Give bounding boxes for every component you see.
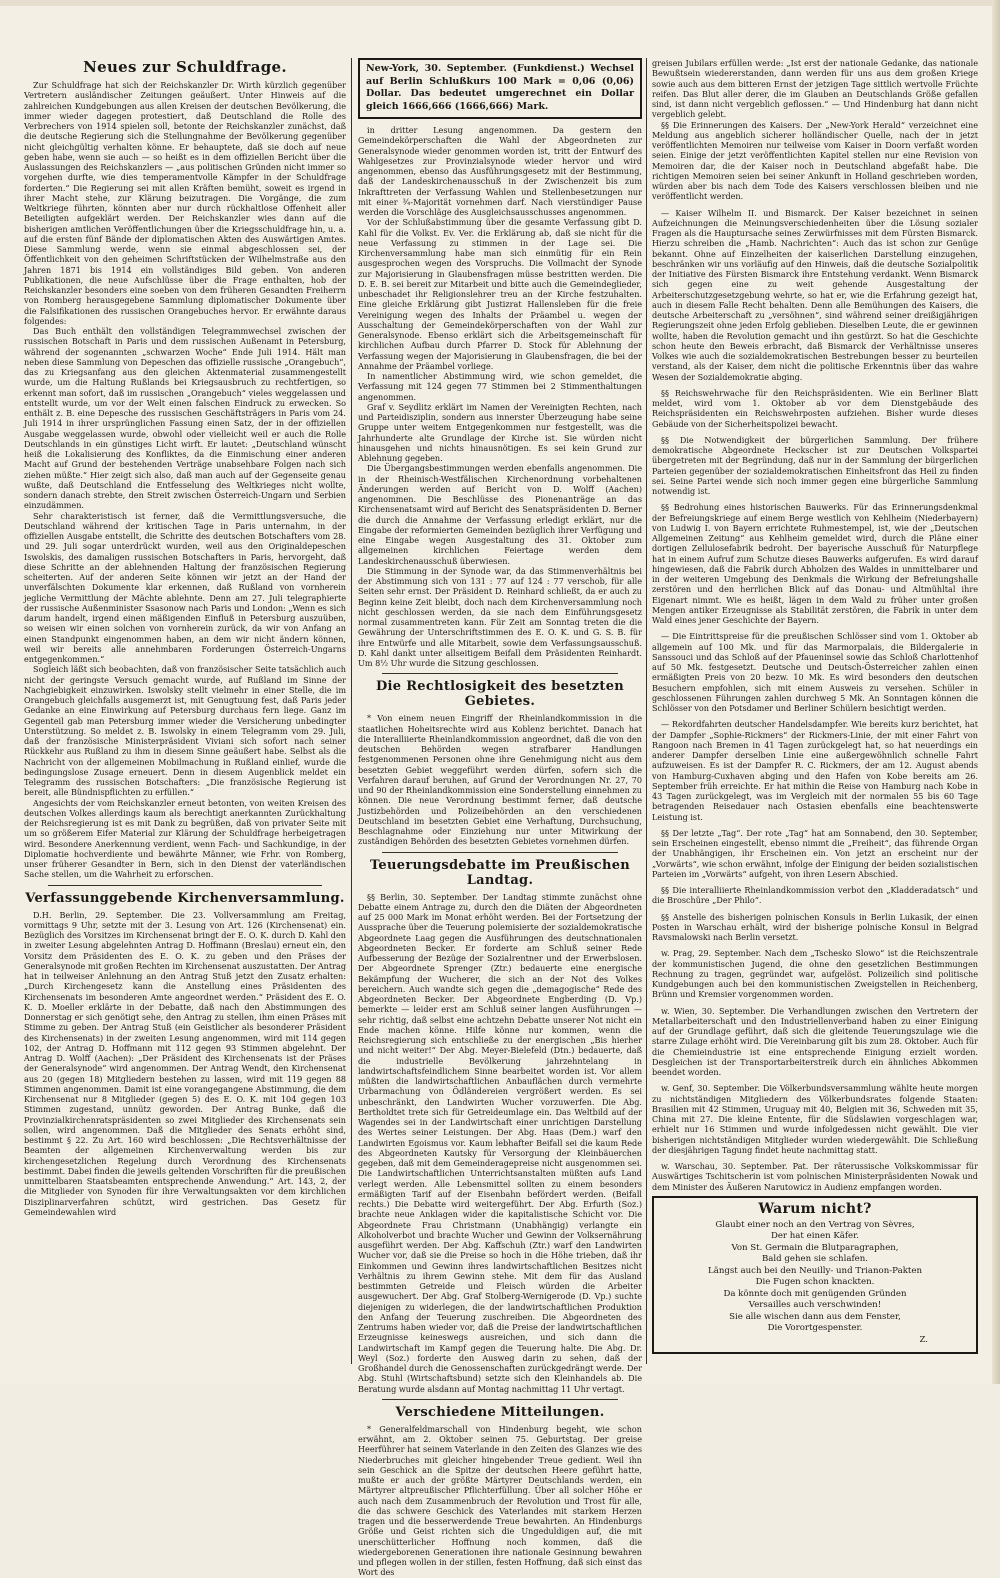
- news-item: §§ Die Erinnerungen des Kaisers. Der „New-York Herald“ verzeichnet eine Meldung aus angeblich sicherer holländischer Quelle, nach der in jetzt veröffentlichten Memoiren nur teilweise vom Kaiser in Doorn verfaßt worden seien. Einige der jetzt veröffentlichten Kapitel stellen nur eine Revision von Memoiren dar, die der Kaiser noch in Deutschland abgefaßt habe. Die richtigen Memoiren seien bei seiner Ankunft in Holland geschrieben worden, würden aber bis nach dem Tode des Kaisers verschlossen bleiben und nie veröffentlicht werden.: [652, 119, 978, 202]
- news-item: §§ Bedrohung eines historischen Bauwerks. Für das Erinnerungsdenkmal der Befreiungskriege auf einem Berge westlich von Kehlheim (Niederbayern) von Ludwig I. von Bayern errichtete Ruhmestempel, ist, wie der „Deutschen Allgemeinen Zeitung“ aus Kehlheim gemeldet wird, durch die Pläne einer dortigen Zellulosefabrik bedroht. Der bayerische Ausschuß für Naturpflege hat in einem Aufruf zum Schutze dieses Bauwerks aufgerufen. Es wird darauf hingewiesen, daß die Fabrik durch Abholzen des Waldes in unmittelbarer und in der weiteren Umgebung des Denkmals die Wirkung der Befreiungshalle zerstören und den herrlichen Blick auf das Donau- und Altmühltal ihre Eigenart nimmt. Wie es heißt, lägen in dem Wald zu früher unter großen Mengen antiker Erzeugnisse als Stabilität zerstören, die Fabrik in unter dem Wald eines jener Geschichte der Bayern.: [652, 502, 978, 625]
- news-item: w. Wien, 30. September. Die Verhandlungen zwischen den Vertretern der Metallarbeiterschaft und den Industriellenverband haben zu einer Einigung auf der Grundlage geführt, daß sich die gleitende Teuerungszulage wie die starre Zulage erhöht wird. Die Vereinbarung gilt bis zum 28. Oktober. Auch für die Chemieindustrie ist eine entsprechende Einigung erzielt worden. Desgleichen ist der Transportarbeiterstreik durch ein ähnliches Abkommen beendet worden.: [652, 1005, 978, 1077]
- paragraph: Angesichts der vom Reichskanzler erneut betonten, von weiten Kreisen des deutschen Volkes allerdings kaum als berechtigt anerkannten Zurückhaltung der Reichsregierung ist es mit Dank zu begrüßen, daß von privater Seite mit um so größerem Eifer Material zur Klärung der Schuldfrage herbeigetragen wird. Besondere Anerkennung verdient, wenn Fach- und Sachkundige, in der Diplomatie hochverdiente und bewährte Männer, wie Frhr. von Romberg, unser früherer Gesandter in Bern, sich in den Dienst der vaterländischen Sache stellen, um die Wahrheit zu erforschen.: [24, 797, 346, 880]
- poem-line: Längst auch bei den Neuilly- und Trianon-Pakten: [708, 1265, 922, 1276]
- poem-title: Warum nicht?: [758, 1200, 872, 1217]
- paragraph: Zur Schuldfrage hat sich der Reichskanzler Dr. Wirth kürzlich gegenüber Vertretern ausländischer Zeitungen geäußert. Unter Hinweis auf die zahlreichen Kundgebungen aus allen Kreisen der deutschen Bevölkerung, die immer wieder dagegen protestiert, daß Deutschland die Rolle des Verbrechers von 1914 spielen soll, betonte der Reichskanzler zunächst, daß die deutsche Regierung sich die Stellungnahme der Bevölkerung gegenüber nicht gleichgültig verhalten könne. Er behauptete, daß sie doch auf neue geben habe, wenn sie auch — so heißt es in dem offiziellen Bericht über die Auslassungen des Reichskanzlers — „aus politischen Gründen nicht immer so vorgehen durfte, wie dies temperamentvolle Kämpfer in der Schuldfrage forderten.“ Die Regierung sei mit allen Kräften bemüht, soweit es irgend in ihrer Macht stehe, zur Klärung beizutragen. Die Vorgänge, die zum Weltkriege führten, könnten aber nur durch rückhaltlose Offenheit aller Beteiligten aufgeklärt werden. Der Reichskanzler wies dann auf die bisherigen amtlichen Veröffentlichungen über die Kriegsschuldfrage hin, u. a. auf die ersten fünf Bände der diplomatischen Akten des Auswärtigen Amtes. Diese Sammlung werde, wenn sie einmal abgeschlossen sei, der Öffentlichkeit von den geheimen Schriftstücken der Wilhelmstraße aus den Jahren 1871 bis 1914 ein vollständiges Bild geben. Von anderen Publikationen, die neue Aufschlüsse über die Frage enthalten, hob der Reichskanzler besonders eine soeben von dem früheren Gesandten Freiherrn von Romberg herausgegebene Sammlung diplomatischer Dokumente über die Falsifikationen des russischen Orangebuches hervor. Er erwähnte daraus folgendes:: [24, 80, 346, 326]
- poem-lines: [662, 1220, 968, 1335]
- news-item: — Rekordfahrten deutscher Handelsdampfer. Wie bereits kurz berichtet, hat der Dampfer „Sophie-Rickmers“ der Rickmers-Linie, der mit einer Fahrt von Rangoon nach Bremen in 41 Tagen zurückgelegt hat, so hat neuerdings ein anderer Dampfer derselben Linie eine außergewöhnlich schnelle Fahrt aufzuweisen. Es ist der Dampfer R. C. Rickmers, der am 12. August abends von Hamburg-Cuxhaven abging und den Hafen von Kobe bereits am 26. September früh erreichte. Er hat mithin die Reise von Hamburg nach Kobe in 43 Tagen zurückgelegt, was im Vergleich mit der normalen 55 bis 60 Tage betragenden Reisedauer nach Ostasien ebenfalls eine beachtenswerte Leistung ist.: [652, 719, 978, 822]
- column-rule-1: [351, 58, 352, 1364]
- news-item: §§ Die Notwendigkeit der bürgerlichen Sammlung. Der frühere demokratische Abgeordnete Heckscher ist zur Deutschen Volkspartei übergetreten mit der Begründung, daß nur in der Sammlung der bürgerlichen Parteien gegenüber der sozialdemokratischen Einheitsfront das Heil zu finden sei. Seine Partei wende sich noch immer gegen eine bürgerliche Sammlung notwendig ist.: [652, 434, 978, 496]
- headline-mitteilungen: Verschiedene Mitteilungen.: [395, 1404, 605, 1420]
- news-item: — Kaiser Wilhelm II. und Bismarck. Der Kaiser bezeichnet in seinen Aufzeichnungen die Meinungsverschiedenheiten über die Lösung sozialer Fragen als die Hauptursache seines Zerwürfnisses mit dem Fürsten Bismarck. Hierzu schreiben die „Hamb. Nachrichten“: Auch das ist schon zur Genüge bekannt. Ohne auf Einzelheiten der kaiserlichen Darstellung einzugehen, beschränken wir uns vorläufig auf den Hinweis, daß die deutsche Sozialpolitik der Initiative des Fürsten Bismarck ihre Entstehung verdankt. Wenn Bismarck sich gegen eine zu weit gehende Ausgestaltung der Arbeiterschutzgesetzgebung wehrte, so hat er, wie die Erfahrung gezeigt hat, auch in diesem Falle Recht behalten. Denn alle Bemühungen des Kaisers, die deutsche Arbeiterschaft zu „versöhnen“, sind während seiner dreißigjährigen Regierungszeit ohne jeden Erfolg geblieben. Dieselben Leute, die er gewinnen wollte, haben die Revolution gemacht und ihn gestürzt. So hat die Geschichte schon heute den Beweis erbracht, daß Bismarck der Verhältnisse unseres Volkes wie auch die sozialdemokratischen Bestrebungen besser zu beurteilen verstand, als der Kaiser, dem nicht die politische Erkenntnis über das wahre Wesen der Sozialdemokratie abging.: [652, 207, 978, 382]
- article-mitteilungen: [358, 1424, 642, 1578]
- news-item: §§ Anstelle des bisherigen polnischen Konsuls in Berlin Lukasik, der einen Posten in Warschau erhält, wird der bisherige polnische Konsul in Belgrad Ravsmalowski nach Berlin versetzt.: [652, 911, 978, 942]
- paragraph: §§ Berlin, 30. September. Der Landtag stimmte zunächst ohne Debatte einem Antrage zu, durch den die Diäten der Abgeordneten auf 25 000 Mark im Monat erhöht werden. Bei der Fortsetzung der Aussprache über die Teuerung polemisierte der sozialdemokratische Abgeordnete Laag gegen die Ausführungen des deutschnationalen Abgeordneten Becker. Er forderte am Schluß seiner Rede Aufbesserung der Bezüge der Sozialrentner und der Erwerbslosen. Der Abgeordnete Sprenger (Ztr.) bedauerte eine energische Bekämpfung der Wucherer, die sich an der Not des Volkes bereichern. Auch wandte sich gegen die „demagogische“ Rede des Abgeordneten Becker. Der Abgeordnete Engberding (D. Vp.) bemerkte — leider erst am Schluß seiner langen Ausführungen — sehr richtig, daß selbst eine achtzehn Debatte unserer Not nicht ein Ende machen könne. Hilfe könne nur kommen, wenn die Reichsregierung sich entschließe zu der energischen „Bis hierher und nicht weiter!“ Der Abg. Meyer-Bielefeld (Dtn.) bedauerte, daß die industrielle Bevölkerung jahrzehntelang in landwirtschaftsfeindlichem Sinne bearbeitet worden ist. Vor allem müßten die landwirtschaftlichen Anbauflächen durch vermehrte Urbarmachung von Ödländereien vergrößert werden. Es sei unbeschränkt, den Landwirten Wucher vorzuwerfen. Die Abg. Bertholdtet trete sich für Getreideumlage ein. Das Weltbild auf der Wagendes sei in der Landwirtschaft einer unrichtigen Darstellung des Wertes seiner Leistungen. Der Abg. Haas (Dem.) warf den Landwirten Egoismus vor. Kaum lebhafter Beifall sei die kaum Rede des Abgeordneten Kautsky für Versorgung der Kleinbäuerchen gegeben, daß mit dem Gemeinderagepreise nicht ausgenommen sei. Die Landwirtschaftlichen Unterrichtsanstalten müßten aufs Land verlegt werden. Alle Lebensmittel sollten zu einem besonders ermäßigten Tarif auf der Eisenbahn befördert werden. (Beifall rechts.) Die Debatte wird weitergeführt. Der Abg. Erfurth (Soz.) brachte neue Anklagen wider die kapitalistische Schicht vor. Die Abgeordnete Frau Christmann (Unabhängig) verlangte ein Alkoholverbot und brachte Wucher und Gewinn der Volksernährung ausgeführt werden. Der Abg. Kaffschuh (Ztr.) warf den Landwirten Wucher vor, daß sie die Preise so hoch in die Höhe trieben, daß ihr Einkommen und Gewinn ihres landwirtschaftlichen Besitzes nicht Verhältnis zu ihrem Gewinn stehe. Mit dem für das Ausland bestimmten Getreide und Fleisch würden die Arbeiter ausgewuchert. Der Abg. Graf Stolberg-Wernigerode (D. Vp.) suchte diejenigen zu widerlegen, die der landwirtschaftlichen Produktion den Anfang der Teuerung zuschreiben. Die Abgeordneten des Zentrums haben wieder vor, daß die Preise der landwirtschaftlichen Erzeugnisse keineswegs ausreichen, und sich dann die Landwirtschaft im Kampf gegen die Teuerung halte. Die Abg. Dr. Weyl (Soz.) forderte den Ausweg darin zu sehen, daß der Großhandel durch die Genossenschaften zurückgedrängt werde. Der Abg. Stuhl (Wirtschaftsbund) setzte sich den Kleinhandels ab. Die Beratung wurde alsdann auf Montag nachmittag 11 Uhr vertagt.: [358, 891, 642, 1394]
- poem-box: [652, 1196, 978, 1355]
- poem-line: Bald gehen sie schlafen.: [761, 1254, 869, 1265]
- poem-line: Glaubt einer noch an den Vertrag von Sèvres,: [715, 1219, 915, 1230]
- poem-line: Die Vorortgespenster.: [767, 1323, 863, 1334]
- column-3: [652, 58, 978, 1364]
- news-item: §§ Der letzte „Tag“. Der rote „Tag“ hat am Sonnabend, den 30. September, sein Erscheinen eingestellt, ebenso nimmt die „Freiheit“, das führende Organ der Unabhängigen, ihr Erscheinen ein. Von jetzt an erscheint nur der „Vorwärts“, wie schon erwähnt, infolge der Einigung der beiden sozialistischen Parteien im „Vorwärts“ aufgeht, von ihren Lesern Abschied.: [652, 827, 978, 879]
- poem-line: Der hat einen Käfer.: [770, 1231, 860, 1242]
- article-kirchenversammlung-cont: [358, 125, 642, 668]
- poem-line: Da könnte doch mit genügenden Gründen: [723, 1288, 907, 1299]
- paragraph: in dritter Lesung angenommen. Da gestern den Gemeindekörperschaften die Wahl der Abgeordneten zur Generalsynode wieder genommen worden ist, tritt der Entwurf des Wahlgesetzes zur Provinzialsynode wieder hervor und wird angenommen, ebenso das Ausführungsgesetz mit der Bestimmung, daß der Landeskirchenausschuß in der Zwischenzeit bis zum Inkrafttreten der Verfassung Wahlen und Stellenbesetzungen nur mit einer ¾-Majorität vornehmen darf. Nach vierstündiger Pause werden die Vorschläge des Ausgleichsausschusses angenommen.: [358, 125, 642, 217]
- headline-kirchenversammlung: Verfassunggebende Kirchenversammlung.: [25, 890, 345, 906]
- news-item: §§ Reichswehrwache für den Reichspräsidenten. Wie ein Berliner Blatt meldet, wird vom 1. Oktober ab vor dem Dienstgebäude des Reichspräsidenten ein Reichswehrposten aufziehen. Bisher wurde dieses Gebäude von der Sicherheitspolizei bewacht.: [652, 387, 978, 429]
- article-schuldfrage: [24, 80, 346, 880]
- hindenburg-continuation: greisen Jubilars erfüllen werde: „Ist erst der nationale Gedanke, das nationale Bewußtsein wiedererstanden, dann werden für uns aus dem großen Kriege sowie auch aus dem bitteren Ernst der jetzigen Tage sittlich wertvolle Früchte reifen. Das Blut aller derer, die im Glauben an Deutschlands Größe gefallen sind, ist dann nicht vergeblich geflossen.“ — Und Hindenburg hat dann nicht vergeblich gelebt.: [652, 58, 978, 120]
- article-teuerungsdebatte: [358, 892, 642, 1394]
- exchange-rate-box: New-York, 30. September. (Funkdienst.) Wechsel auf Berlin Schlußkurs 100 Mark = 0,06 (0,06) Dollar. Das bedeutet umgerechnet ein Dollar gleich 1666,666 (1666,666) Mark.: [358, 58, 642, 119]
- paragraph: Sehr charakteristisch ist ferner, daß die Vermittlungsversuche, die Deutschland während der kritischen Tage in Paris unternahm, in der offiziellen Ausgabe entstellt, die Schritte des deutschen Botschafters vom 28. und 29. Juli sogar unterdrückt wurden, weil aus den Originaldepeschen Iswolskis, des damaligen russischen Botschafters in Paris, hervorgeht, daß diese Schritte an der ablehnenden Haltung der französischen Regierung scheiterten. Auf der anderen Seite können wir jetzt an der Hand der unverfälschten Dokumente klar erkennen, daß Rußland von vornherein jegliche Vermittlung der Mächte ablehnte. Denn am 27. Juli telegraphierte der russische Außenminister Ssasonow nach Paris und London: „Wenn es sich darum handelt, irgend einen mäßigenden Einfluß in Petersburg auszuüben, so weisen wir einen solchen von vornherein zurück, da wir von Anfang an einen Standpunkt eingenommen haben, an dem wir nicht ändern können, weil wir bereits alle annehmbaren Forderungen Österreich-Ungarns entgegenkommen.“: [24, 510, 346, 664]
- page-top-edge: [0, 0, 1000, 6]
- paragraph: Die Stimmung in der Synode war, da das Stimmenverhältnis bei der Abstimmung sich von 131 : 77 auf 124 : 77 verschob, für alle Seiten sehr ernst. Der Präsident D. Reinhard schließt, da er auch zu Beginn keine Zeit bleibt, doch nach dem Kirchenversammlung noch nicht geschlossen werden, da sie nach dem Einführungsgesetz normal zusammentreten kann. Für Zeit am Sonntag treten die die Gewährung der Unterschriftstimmen des E. O. K. und G. S. B. für ihre Entwürfe und alle Mitarbeit, sowie dem Verfassungsausschuß. D. Kahl dankt unter allseitigem Beifall dem Präsidenten Reinhardt. Um 8½ Uhr wurde die Sitzung geschlossen.: [358, 565, 642, 668]
- article-kirchenversammlung: [24, 910, 346, 1218]
- column-1: [24, 58, 346, 1364]
- news-item: — Die Eintrittspreise für die preußischen Schlösser sind vom 1. Oktober ab allgemein auf 100 Mk. und für das Marmorpalais, die Bildergalerie in Sanssouci und das Schloß auf der Pfaueninsel sowie das Schloß Charlottenhof auf 50 Mk. festgesetzt. Deutsche und Deutsch-Österreicher zahlen einen ermäßigten Preis von 20 bezw. 10 Mk. Es wird besonders den deutschen Besuchern empfohlen, sich mit einem Ausweis zu versehen. Schüler in geschlossenen Führungen zahlen durchweg 5 Mk. An Sonntagen können die Schlösser von den Potsdamer und Berliner Schülern besichtigt werden.: [652, 631, 978, 713]
- article-besetzte-gebiete: [358, 713, 642, 846]
- divider: [48, 885, 322, 886]
- column-2: [358, 58, 642, 1578]
- paragraph: Sogleich läßt sich beobachten, daß von französischer Seite tatsächlich auch nicht der geringste Versuch gemacht wurde, auf Rußland im Sinne der Nachgiebigkeit einzuwirken. Iswolsky stellt vielmehr in einer Stelle, die im Orangebuch gleichfalls ausgemerzt ist, mit Genugtuung fest, daß Paris jeder Gedanke an eine Einwirkung auf Petersburg durchaus fern liege. Ganz im Gegenteil gab man Petersburg immer wieder die Versicherung unbedingter Unterstützung. So meldet z. B. Iswolsky in einem Telegramm vom 29. Juli, daß der französische Ministerpräsident Viviani sich sofort nach seiner Rückkehr aus Rußland zu ihm in diesem Sinne geäußert habe. Selbst als die Nachricht von der allgemeinen Mobilmachung in Rußland einlief, wurde die bedingungslose Zusage erneuert. Denn in diesem Augenblick meldet ein Telegramm des russischen Botschafters: „Die französische Regierung ist bereit, alle Bündnispflichten zu erfüllen.“: [24, 664, 346, 798]
- column-rule-2: [646, 58, 647, 1364]
- news-item: w. Warschau, 30. September. Pat. Der räterussische Volkskommissar für Auswärtiges Tschitscherin ist vom polnischen Ministerpräsidenten Nowak und dem Minister des Äußeren Narutowicz in Audienz empfangen worden.: [652, 1161, 978, 1192]
- poem-signature: Z.: [919, 1334, 928, 1345]
- headline-teuerungsdebatte: Teuerungsdebatte im Preußischen Landtag.: [369, 857, 631, 888]
- news-item: §§ Die interalliierte Rheinlandkommission verbot den „Kladderadatsch“ und die Broschüre „Der Philo“.: [652, 885, 978, 906]
- divider: [382, 673, 618, 674]
- divider: [382, 852, 618, 853]
- paragraph: * Von einem neuen Eingriff der Rheinlandkommission in die staatlichen Hoheitsrechte wird aus Koblenz berichtet. Danach hat die Interalliierte Rheinlandkommission angeordnet, daß die von den deutschen Behörden wegen strafbarer Handlungen festgenommenen Personen ohne ihre Genehmigung nicht aus dem besetzten Gebiet weggeführt werden dürfen, sofern sich die Verfahren darauf beruhen, auf Grund der Verordnungen Nr. 27, 70 und 90 der Rheinlandkommission eine Sonderstellung einnehmen zu können. Die neue Verordnung bestimmt ferner, daß deutsche Justizbehörden und Polizeibehörden an den verschiedenen Deutschland im besetzten Gebiet eine Verhaftung, Durchsuchung, Beschlagnahme oder Einziehung nur unter Mitwirkung der zuständigen Behörden des besetzten Gebietes vornehmen dürfen.: [358, 713, 642, 847]
- paragraph: Das Buch enthält den vollständigen Telegrammwechsel zwischen der russischen Botschaft in Paris und dem russischen Außenamt in Petersburg, während der sogenannten „schwarzen Woche“ Ende Juli 1914. Hält man neben diese Sammlung von Depeschen das offizielle russische „Orangebuch“, das zu Kriegsanfang aus den gleichen Aktenmaterial zusammengestellt wurde, um die Haltung Rußlands bei Kriegsausbruch zu rechtfertigen, so erkennt man sofort, daß im russischen „Orangebuch“ vieles weggelassen und entstellt wurde, um vor der Welt einen falschen Eindruck zu erwecken. So enthält z. B. eine Depesche des russischen Geschäftsträgers in Paris vom 24. Juli 1914 in ihrer ursprünglichen Fassung einen Satz, der in der offiziellen Ausgabe weggelassen wurde, obwohl oder vielleicht weil er auch die Rolle Deutschlands in ein günstiges Licht wirft. Er lautet: „Deutschland wünscht heiß die Lokalisierung des Konfliktes, da die Einmischung einer anderen Macht auf Grund der bestehenden Verträge unabsehbare Folgen nach sich ziehen müßte.“ Hier zeigt sich also, daß man auch auf der Gegenseite genau wußte, daß Deutschland die Entfesselung des Weltkrieges nicht wollte, sondern danach strebte, den Streit zwischen Österreich-Ungarn und Serbien einzudämmen.: [24, 326, 346, 511]
- headline-besetzte-gebiete: Die Rechtlosigkeit des besetzten Gebietes.: [375, 679, 625, 710]
- paragraph: Vor der Schlußabstimmung über die gesamte Verfassung gibt D. Kahl für die Volkst. Ev. Ver. die Erklärung ab, daß sie nicht für die neue Verfassung zu stimmen in der Lage sei. Die Kirchenversammlung habe man sich einmütig für ein Rein ausgesprochen wegen des Vorspruchs. Die Vollmacht der Synode zur Majorisierung in Glaubensfragen müsse bestritten werden. Die D. E. B. sei bereit zur Mitarbeit und bitte auch die Gemeindeglieder, unbeschadet ihr Religionslehrer treu an der Kirche festzuhalten. Eine gleiche Erklärung gibt Justizrat Hallensleben für die freie Vereinigung wegen des Inhalts der Präambel u. wegen der Ausschaltung der Gemeindekörperschaften von der Wahl zur Generalsynode. Ebenso erklärt sich die Arbeitsgemeinschaft für kirchlichen Aufbau durch Pfarrer D. Stock für Ablehnung der Verfassung wegen der Majorisierung in Glaubensfragen, die bei der Annahme der Präambel vorliege.: [358, 217, 642, 371]
- news-item: w. Prag, 29. September. Nach dem „Tschesko Slowo“ ist die Reichszentrale der kommunistischen Jugend, die ohne den gesetzlichen Bestimmungen Rechnung zu tragen, gegründet war, aufgelöst. Polizeilich sind politische Kundgebungen auch bei den kommunistischen Zweigstellen in Reichenberg, Brünn und Kremsier vorgenommen worden.: [652, 948, 978, 1000]
- paragraph: In namentlicher Abstimmung wird, wie schon gemeldet, die Verfassung mit 124 gegen 77 Stimmen bei 2 Stimmenthaltungen angenommen.: [358, 371, 642, 402]
- news-items: [652, 120, 978, 1192]
- news-item: w. Genf, 30. September. Die Völkerbundsversammlung wählte heute morgen zu nichtständigen Mitgliedern des Völkerbundsrates folgende Staaten: Brasilien mit 42 Stimmen, Uruguay mit 40, Belgien mit 36, Schweden mit 35, China mit 27. Die kleine Entente, für die Südslawien vorgeschlagen war, erhielt nur 16 Stimmen und wurde infolgedessen nicht gewählt. Die vier bisherigen nichtständigen Mitglieder wurden wiedergewählt. Die Schließung der diesjährigen Tagung findet heute nachmittag statt.: [652, 1083, 978, 1155]
- divider: [382, 1399, 618, 1400]
- paragraph: * Generalfeldmarschall von Hindenburg begeht, wie schon erwähnt, am 2. Oktober seinen 75. Geburtstag. Der greise Heerführer hat seinem Vaterlande in den Zeiten des Glanzes wie des Niederbruches mit gleicher hingebender Treue gedient. Weil ihn sein Geschick an die Spitze der deutschen Heere geführt hatte, mußte er auch der größte Märtyrer Deutschlands werden, ein Märtyrer altpreußischer Pflichterfüllung. Über all solcher Höhe er auch nach dem Zusammenbruch der Revolution und Trost für alle, die das schwere Geschick des Vaterlandes mit starkem Herzen tragen und die besserwerdende Treue bewahrten. An Hindenburgs Größe und Geist richten sich die Ungeduldigen auf, die mit unerschütterlicher Hoffnung noch kommen, daß die wiedergeborenen Generationen ihre nationale Gesinnung bewahren und pflegen wollen in der stillen, festen Hoffnung, daß sich einst das Wort des: [358, 1423, 642, 1578]
- poem-line: Von St. Germain die Blutparagraphen,: [731, 1242, 899, 1253]
- poem-line: Versailles auch verschwinden!: [748, 1300, 882, 1311]
- paragraph: Graf v. Seydlitz erklärt im Namen der Vereinigten Rechten, nach und Parteidisziplin, sondern aus innerster Überzeugung habe seine Gruppe unter weitem Entgegenkommen nur festgestellt, was die Jahrhunderte alte Grundlage der Kirche ist. Sie würden nicht hinausgehen und nichts hinausnötigen. Es sei kein Grund zur Ablehnung gegeben.: [358, 401, 642, 463]
- headline-schuldfrage: Neues zur Schuldfrage.: [83, 58, 287, 76]
- paragraph: Die Übergangsbestimmungen werden ebenfalls angenommen. Die in der Rheinisch-Westfälischen Kirchenordnung vorbehaltenen Änderungen werden auf Bericht von D. Wolff (Aachen) angenommen. Die Beschlüsse des Pionenanträge an das Kirchensenatsamt wird auf Bericht des Senatspräsidenten D. Berner die durch die Annahme der Verfassung erledigt erklärt, nur die Eingabe der reformierten Gemeinden bezüglich ihrer Verfügung und eine Eingabe wegen Ausgestaltung des 31. Oktober zum allgemeinen kirchlichen Feiertage werden dem Landeskirchenausschuß überwiesen.: [358, 463, 642, 566]
- paragraph: D.H. Berlin, 29. September. Die 23. Vollversammlung am Freitag, vormittags 9 Uhr, setzte mit der 3. Lesung von Art. 126 (Kirchensenat) ein. Bezüglich des Vorsitzes im Kirchensenat bringt der E. O. K. durch D. Kahl den in zweiter Lesung abgelehnten Antrag D. Hoffmann (Breslau) erneut ein, den Vorsitz dem Präsidenten des E. O. K. zu geben und den Präses der Generalsynode mit großen Rechten im Kirchensenat auszustatten. Der Antrag hat in teilweiser Anlehnung an den Antrag Stuß jetzt den Zusatz erhalten: „Durch Kirchengesetz kann die Anstellung eines Präsidenten des Kirchensenats im besonderen Amte angeordnet werden.“ Präsident des E. O. K. D. Moeller erklärte in der Debatte, daß nach den Abstimmungen des Donnerstag er sich genötigt sehe, den Antrag zu stellen, ihm einen Präses mit Stimme zu geben. Der Antrag Stuß (ein Geistlicher als besonderer Präsident des Kirchensenats) in der zweiten Lesung angenommen, wird mit 114 gegen 102, der Antrag D. Hoffmann mit 112 gegen 93 Stimmen abgelehnt. Der Antrag D. Wolff (Aachen): „Der Präsident des Kirchensenats ist der Präses der Generalsynode“ wird angenommen. Der Antrag Wendt, den Kirchensenat aus 20 (gegen 18) Mitgliedern bestehen zu lassen, wird mit 119 gegen 88 Stimmen angenommen. Damit ist eine vorangegangene Abstimmung, die dem Kirchensenat nur 8 Mitglieder (gegen 5) des E. O. K. mit 104 gegen 103 Stimmen zugestand, unnütz geworden. Der Antrag Bunke, daß die Provinzialkirchenratspräsidenten so zwei Mitglieder des Kirchensenats sein sollen, wird angenommen. Daß die Mitglieder des Senats erhöht sind, bestimmt § 22. Zu Art. 160 wird beschlossen: „Die Rechtsverhältnisse der Beamten der allgemeinen Kirchenverwaltung werden bis zur kirchengesetzlichen Regelung durch Verordnung des Kirchensenats bestimmt. Dabei finden die jeweils geltenden Vorschriften für die preußischen unmittelbaren Staatsbeamten entsprechende Anwendung.“ Art. 143, 2, der die Mitglieder von Synoden für ihre Verwaltungsakten vor dem kirchlichen Disziplinarverfahren schützt, wird gestrichen. Das Gesetz für Gemeindewahlen wird: [24, 909, 346, 1217]
- poem-line: Die Fugen schon knackten.: [755, 1277, 875, 1288]
- page-right-edge: [992, 0, 1000, 1384]
- poem-line: Sie alle wischen dann aus dem Fenster,: [729, 1311, 901, 1322]
